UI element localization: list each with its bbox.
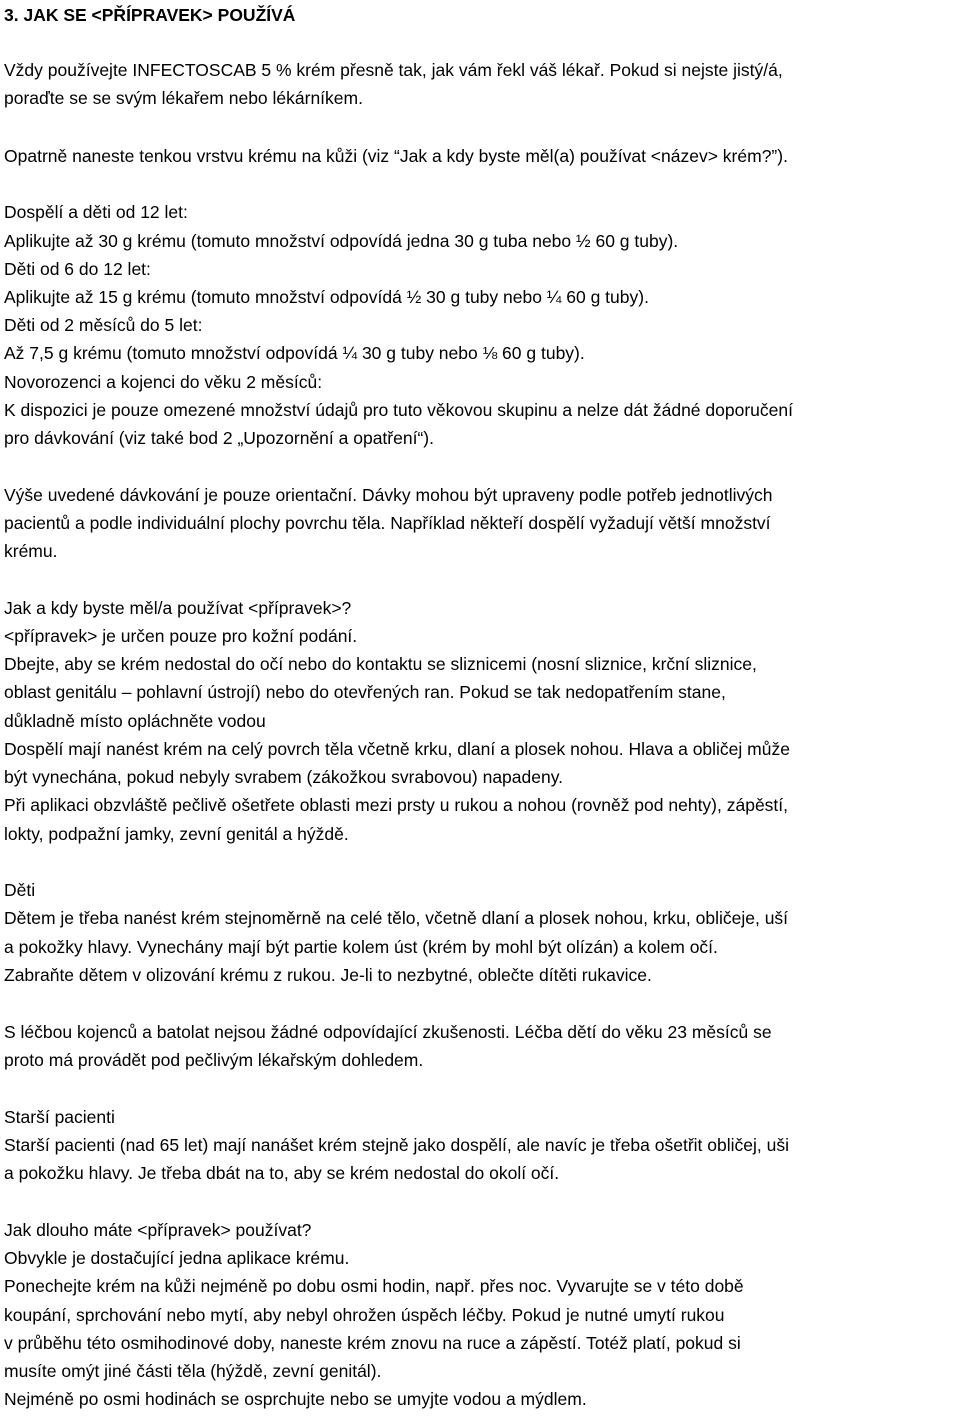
text-line: a pokožku hlavy. Je třeba dbát na to, aby se krém nedostal do okolí očí.	[4, 1163, 560, 1183]
text-line: Děti od 6 do 12 let:	[4, 259, 151, 279]
text-line: Výše uvedené dávkování je pouze orientační. Dávky mohou být upraveny podle potřeb jednotlivých	[4, 485, 773, 505]
text-line: <přípravek> je určen pouze pro kožní podání.	[4, 626, 358, 646]
text-line: Novorozenci a kojenci do věku 2 měsíců:	[4, 372, 323, 392]
text-line: Až 7,5 g krému (tomuto množství odpovídá ¼ 30 g tuby nebo ⅛ 60 g tuby).	[4, 343, 585, 363]
text-line: Zabraňte dětem v olizování krému z rukou. Je-li to nezbytné, oblečte dítěti rukavice.	[4, 965, 652, 985]
text-line: Dospělí mají nanést krém na celý povrch těla včetně krku, dlaní a plosek nohou. Hlava a obličej může	[4, 739, 790, 759]
text-line: Aplikujte až 30 g krému (tomuto množství odpovídá jedna 30 g tuba nebo ½ 60 g tuby).	[4, 231, 679, 251]
text-line: Starší pacienti	[4, 1107, 115, 1127]
text-line: Obvykle je dostačující jedna aplikace krému.	[4, 1248, 350, 1268]
text-line: Ponechejte krém na kůži nejméně po dobu osmi hodin, např. přes noc. Vyvarujte se v této době	[4, 1276, 744, 1296]
text-line: Nejméně po osmi hodinách se osprchujte nebo se umyjte vodou a mýdlem.	[4, 1389, 587, 1409]
text-line: Dbejte, aby se krém nedostal do očí nebo do kontaktu se sliznicemi (nosní sliznice, krční sliznice,	[4, 654, 757, 674]
text-line: poraďte se se svým lékařem nebo lékárníkem.	[4, 88, 363, 108]
text-line: Při aplikaci obzvláště pečlivě ošetřete oblasti mezi prsty u rukou a nohou (rovněž pod nehty), zápěstí,	[4, 795, 789, 815]
text-line: oblast genitálu – pohlavní ústrojí) nebo do otevřených ran. Pokud se tak nedopatřením stane,	[4, 682, 726, 702]
text-line: Opatrně naneste tenkou vrstvu krému na kůži (viz “Jak a kdy byste měl(a) používat <název> krém?”).	[4, 146, 788, 166]
text-line: Jak dlouho máte <přípravek> používat?	[4, 1220, 312, 1240]
text-line: krému.	[4, 541, 58, 561]
text-line: Dětem je třeba nanést krém stejnoměrně na celé tělo, včetně dlaní a plosek nohou, krku, obličeje, uší	[4, 908, 789, 928]
text-line: Dospělí a děti od 12 let:	[4, 202, 188, 222]
text-line: pacientů a podle individuální plochy povrchu těla. Například někteří dospělí vyžadují větší množství	[4, 513, 771, 533]
text-line: a pokožky hlavy. Vynechány mají být partie kolem úst (krém by mohl být olízán) a kolem očí.	[4, 937, 718, 957]
text-line: K dispozici je pouze omezené množství údajů pro tuto věkovou skupinu a nelze dát žádné doporučení	[4, 400, 793, 420]
text-line: proto má provádět pod pečlivým lékařským dohledem.	[4, 1050, 424, 1070]
text-line: Vždy používejte INFECTOSCAB 5 % krém přesně tak, jak vám řekl váš lékař. Pokud si nejste jistý/á,	[4, 60, 783, 80]
text-line: pro dávkování (viz také bod 2 „Upozornění a opatření“).	[4, 428, 434, 448]
section-heading: 3. JAK SE <PŘÍPRAVEK> POUŽÍVÁ	[4, 5, 296, 25]
text-line: musíte omýt jiné části těla (hýždě, zevní genitál).	[4, 1361, 382, 1381]
text-line: koupání, sprchování nebo mytí, aby nebyl ohrožen úspěch léčby. Pokud je nutné umytí rukou	[4, 1305, 725, 1325]
text-line: S léčbou kojenců a batolat nejsou žádné odpovídající zkušenosti. Léčba dětí do věku 23 měsíců se	[4, 1022, 772, 1042]
text-line: v průběhu této osmihodinové doby, naneste krém znovu na ruce a zápěstí. Totéž platí, pokud si	[4, 1333, 741, 1353]
text-line: lokty, podpažní jamky, zevní genitál a hýždě.	[4, 824, 349, 844]
text-line: Aplikujte až 15 g krému (tomuto množství odpovídá ½ 30 g tuby nebo ¼ 60 g tuby).	[4, 287, 649, 307]
text-line: Děti	[4, 880, 36, 900]
text-line: být vynechána, pokud nebyly svrabem (zákožkou svrabovou) napadeny.	[4, 767, 564, 787]
text-line: Jak a kdy byste měl/a používat <přípravek>?	[4, 598, 352, 618]
text-line: důkladně místo opláchněte vodou	[4, 711, 266, 731]
text-line: Starší pacienti (nad 65 let) mají nanášet krém stejně jako dospělí, ale navíc je třeba ošetřit obličej, uši	[4, 1135, 789, 1155]
text-line: Děti od 2 měsíců do 5 let:	[4, 315, 203, 335]
